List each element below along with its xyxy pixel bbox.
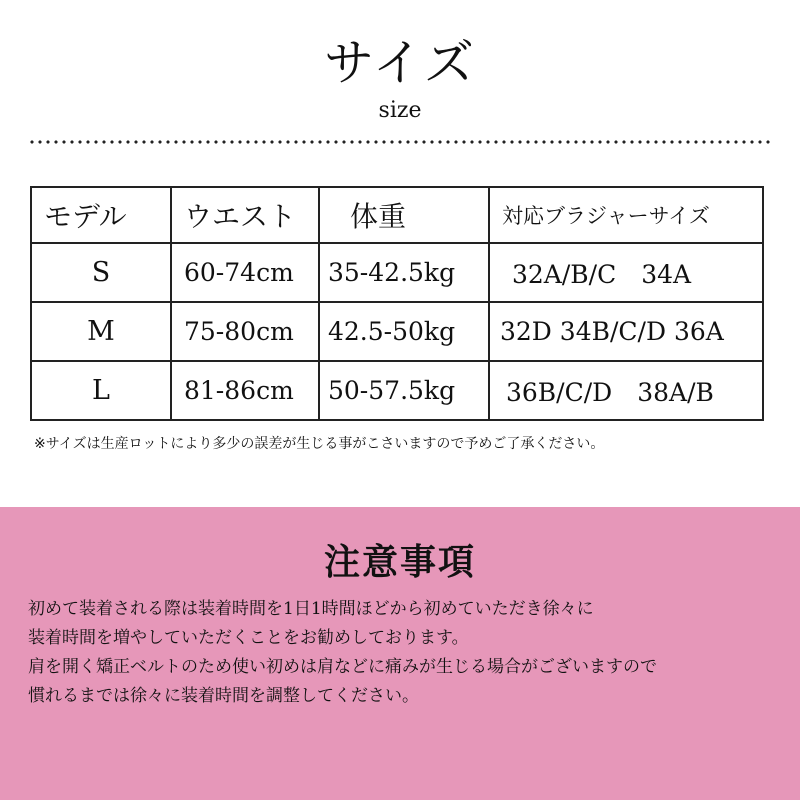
table-cell-model: M [31,302,171,361]
table-cell-waist: 60-74cm [171,243,319,302]
column-header-weight: 体重 [319,187,489,243]
column-header-waist: ウエスト [171,187,319,243]
table-row [31,243,763,302]
table-header-row [31,187,763,243]
caution-line: 初めて装着される際は装着時間を1日1時間ほどから初めていただき徐々に [28,599,594,619]
table-row [31,361,763,420]
page-title: サイズ [324,34,476,92]
table-cell-waist: 75-80cm [171,302,319,361]
table-cell-waist: 81-86cm [171,361,319,420]
caution-line: 肩を開く矯正ベルトのため使い初めは肩などに痛みが生じる場合がございますので [28,657,657,677]
table-cell-weight: 50-57.5kg [319,361,489,420]
table-row [31,302,763,361]
table-cell-model: L [31,361,171,420]
table-cell-bra-size: 32D 34B/C/D 36A [489,302,763,361]
caution-title: 注意事項 [323,541,476,583]
page-subtitle: size [378,98,422,123]
caution-line: 装着時間を増やしていただくことをお勧めしております。 [28,628,469,648]
table-cell-model: S [31,243,171,302]
table-cell-bra-size: 32A/B/C 34A [489,243,763,302]
table-cell-weight: 35-42.5kg [319,243,489,302]
caution-section [0,507,800,800]
caution-body [28,595,788,711]
caution-line: 慣れるまでは徐々に装着時間を調整してください。 [28,686,419,706]
size-table [30,186,764,421]
table-cell-weight: 42.5-50kg [319,302,489,361]
table-cell-bra-size: 36B/C/D 38A/B [489,361,763,420]
column-header-bra-size: 対応ブラジャーサイズ [489,187,763,243]
column-header-model: モデル [31,187,171,243]
dotted-divider [28,140,772,144]
size-disclaimer-note: ※サイズは生産ロットにより多少の誤差が生じる事がこさいますので予めご了承ください。 [34,436,605,452]
